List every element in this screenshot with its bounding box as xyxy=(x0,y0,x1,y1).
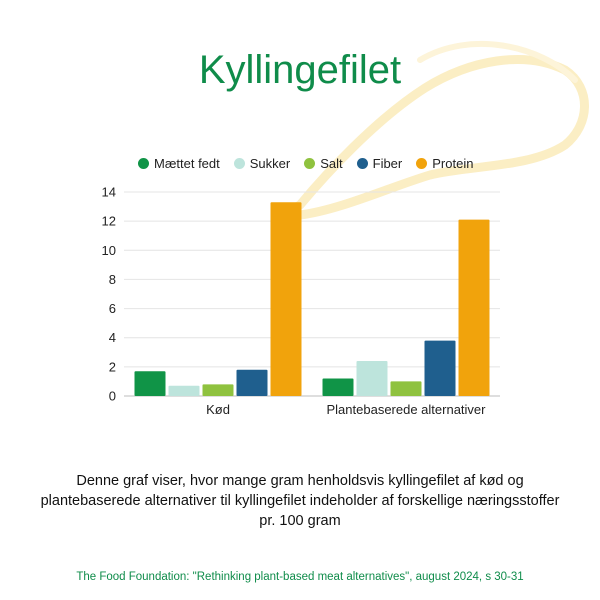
source-citation: The Food Foundation: "Rethinking plant-based meat alternatives", august 2024, s 30-31 xyxy=(76,571,524,583)
bar xyxy=(357,361,388,396)
y-tick-label: 8 xyxy=(108,271,116,287)
bar xyxy=(203,384,234,396)
y-tick-label: 12 xyxy=(101,213,116,229)
bar xyxy=(135,371,166,396)
bar xyxy=(459,220,490,396)
y-tick-label: 14 xyxy=(101,184,116,200)
chart-title: Kyllingefilet xyxy=(198,48,402,92)
bar xyxy=(237,370,268,396)
y-tick-label: 0 xyxy=(108,388,116,404)
x-tick-label: Plantebaserede alternativer xyxy=(326,402,486,417)
legend-label: Fiber xyxy=(372,155,403,171)
x-tick-label: Kød xyxy=(206,402,230,417)
bar xyxy=(271,202,302,396)
legend-label: Sukker xyxy=(249,155,291,171)
bar xyxy=(323,379,354,396)
y-tick-label: 2 xyxy=(108,359,116,375)
y-tick-label: 4 xyxy=(108,330,116,346)
bar xyxy=(169,386,200,396)
legend-label: Protein xyxy=(432,155,474,171)
bar xyxy=(425,341,456,396)
y-tick-label: 10 xyxy=(101,242,116,258)
bar xyxy=(391,381,422,396)
legend-label: Salt xyxy=(320,155,343,171)
chart-caption: Denne graf viser, hvor mange gram henholdsvis kyllingefilet af kød og plantebaserede alternativer til kyllingefilet indeholder af forskellige næringsstoffer pr. 100 gram xyxy=(40,473,560,529)
legend-label: Mættet fedt xyxy=(154,155,220,171)
y-tick-label: 6 xyxy=(108,301,116,317)
